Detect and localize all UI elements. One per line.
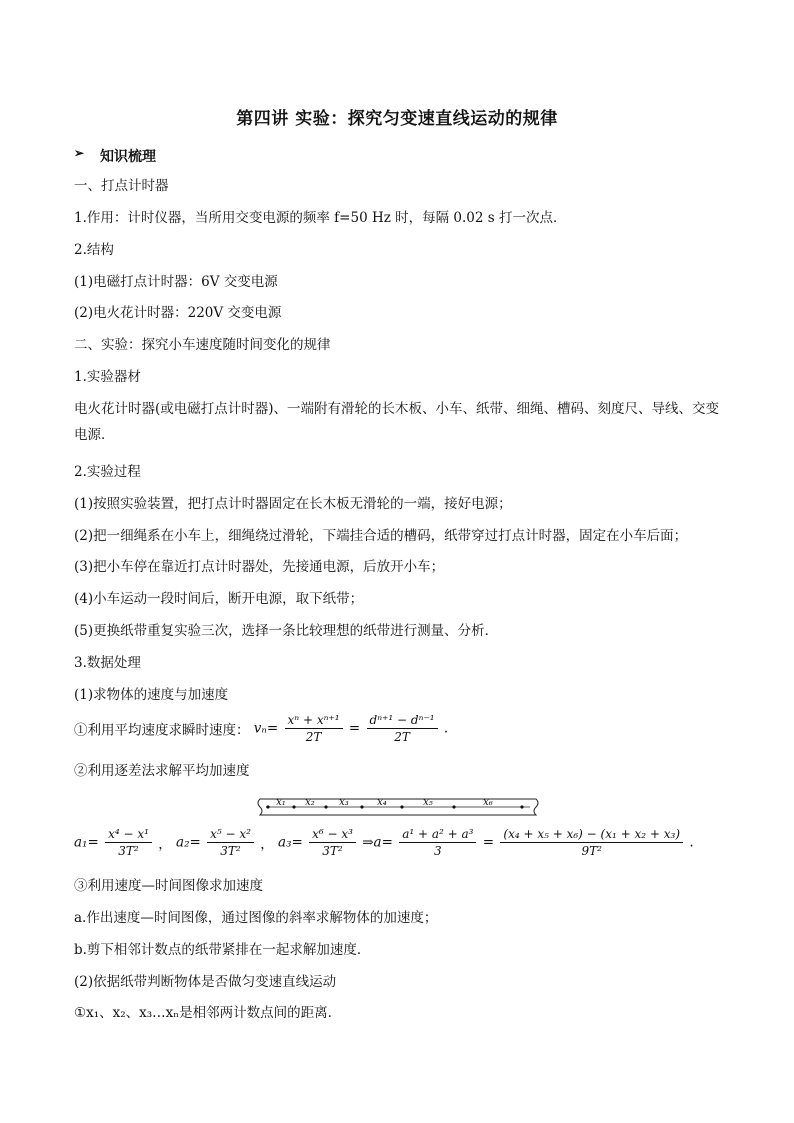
procedure-step-3: (3)把小车停在靠近打点计时器处，先接通电源，后放开小车； (74, 559, 445, 575)
procedure-step-5: (5)更换纸带重复实验三次，选择一条比较理想的纸带进行测量、分析． (74, 623, 499, 639)
section-label: 知识梳理 (100, 149, 156, 165)
numerator: (x₄ + x₅ + x₆) − (x₁ + x₂ + x₃) (500, 826, 683, 843)
separator: ， (158, 836, 172, 853)
period: . (443, 720, 449, 737)
heading-timer: 一、打点计时器 (74, 178, 169, 194)
fraction (105, 826, 152, 859)
a3-lhs: a₃= (278, 834, 303, 851)
fraction (500, 826, 683, 859)
tape-label-x3: x₃ (339, 797, 349, 808)
formula-successive-difference (74, 826, 694, 859)
numerator: a¹ + a² + a³ (399, 826, 476, 843)
a1-lhs: a₁= (74, 834, 99, 851)
fraction (207, 826, 254, 859)
timer-function: 1.作用：计时仪器，当所用交变电源的频率 f=50 Hz 时，每隔 0.02 s 打一次点． (74, 210, 567, 226)
arrow-bullet-icon: ➢ (74, 146, 85, 160)
numerator: x⁶ − x³ (309, 826, 356, 843)
equals-sign: = (482, 834, 495, 851)
method-successive-difference: ②利用逐差法求解平均加速度 (74, 763, 250, 779)
heading-structure: 2.结构 (74, 242, 114, 258)
page-title: 第四讲 实验：探究匀变速直线运动的规律 (236, 109, 558, 129)
heading-experiment: 二、实验：探究小车速度随时间变化的规律 (74, 337, 331, 353)
formula-lhs: vₙ= (253, 720, 279, 737)
tape-label-x6: x₆ (483, 797, 493, 808)
numerator: x⁵ − x² (207, 826, 254, 843)
distance-definition: ①x₁、x₂、x₃…xₙ是相邻两计数点间的距离． (74, 1005, 342, 1021)
period: . (689, 834, 694, 851)
tape-label-x2: x₂ (305, 797, 315, 808)
graph-step-b: b.剪下相邻计数点的纸带紧排在一起求解加速度． (74, 942, 371, 958)
implies-arrow: ⇒a= (362, 834, 393, 851)
fraction (309, 826, 356, 859)
a2-lhs: a₂= (176, 834, 201, 851)
fraction (367, 712, 438, 745)
paper-tape-diagram (254, 795, 542, 823)
tape-label-x5: x₅ (423, 797, 433, 808)
formula-instant-velocity (74, 712, 448, 745)
denominator: 3T² (118, 844, 139, 858)
procedure-step-2: (2)把一细绳系在小车上，细绳绕过滑轮，下端挂合适的槽码，纸带穿过打点计时器，固定在小车后面； (74, 528, 688, 544)
formula-intro: ①利用平均速度求瞬时速度： (74, 722, 250, 739)
numerator: x⁴ − x¹ (105, 826, 152, 843)
heading-data-processing: 3.数据处理 (74, 655, 141, 671)
electromagnetic-timer: (1)电磁打点计时器：6V 交变电源 (74, 274, 278, 290)
numerator: dⁿ⁺¹ − dⁿ⁻¹ (367, 712, 438, 729)
denominator: 2T (394, 730, 410, 744)
section-heading (74, 146, 156, 166)
sub-judge-uniform-acceleration: (2)依据纸带判断物体是否做匀变速直线运动 (74, 974, 337, 990)
equals-sign: = (348, 720, 361, 737)
numerator: xⁿ + xⁿ⁺¹ (285, 712, 343, 729)
separator: ， (260, 836, 274, 853)
denominator: 9T² (581, 844, 602, 858)
heading-equipment: 1.实验器材 (74, 369, 141, 385)
fraction (285, 712, 343, 745)
equipment-list: 电火花计时器(或电磁打点计时器)、一端附有滑轮的长木板、小车、纸带、细绳、槽码、刻度尺、导线、交变电源． (74, 401, 720, 443)
denominator: 3T² (220, 844, 241, 858)
denominator: 3 (434, 844, 442, 858)
paper-tape-svg (254, 795, 542, 819)
denominator: 3T² (322, 844, 343, 858)
tape-label-x4: x₄ (377, 797, 387, 808)
heading-procedure: 2.实验过程 (74, 464, 141, 480)
fraction (399, 826, 476, 859)
spark-timer: (2)电火花计时器：220V 交变电源 (74, 305, 282, 321)
tape-label-x1: x₁ (276, 797, 286, 808)
procedure-step-1: (1)按照实验装置，把打点计时器固定在长木板无滑轮的一端，接好电源； (74, 496, 512, 512)
procedure-step-4: (4)小车运动一段时间后，断开电源，取下纸带； (74, 591, 364, 607)
method-velocity-time-graph: ③利用速度—时间图像求加速度 (74, 878, 263, 894)
graph-step-a: a.作出速度—时间图像，通过图像的斜率求解物体的加速度； (74, 910, 438, 926)
sub-velocity-acceleration: (1)求物体的速度与加速度 (74, 687, 229, 703)
denominator: 2T (305, 730, 322, 744)
